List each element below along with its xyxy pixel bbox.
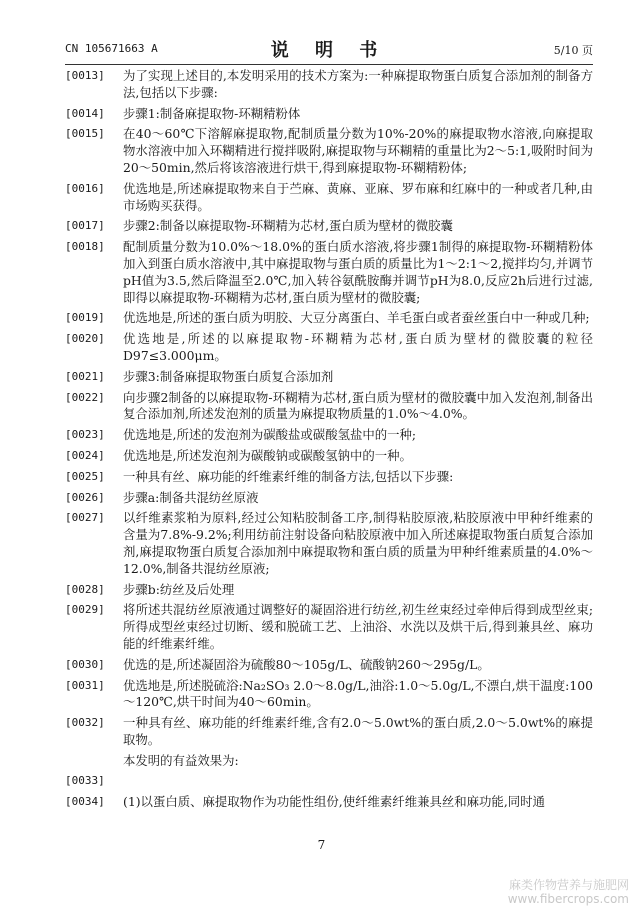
paragraph [65,490,593,507]
paragraph-text: 步骤2:制备以麻提取物-环糊精为芯材,蛋白质为壁材的微胶囊 [123,218,453,234]
paragraph-number: [0032] [65,716,105,730]
paragraph [65,331,593,365]
paragraph-text: (1)以蛋白质、麻提取物作为功能性组份,使纤维素纤维兼具丝和麻功能,同时通 [123,794,545,810]
paragraph-number: [0020] [65,332,105,346]
watermark-url: www.fibercrops.com [507,892,629,906]
page-header [65,34,593,64]
paragraph-text: 配制质量分数为10.0%～18.0%的蛋白质水溶液,将步骤1制得的麻提取物-环糊精粉体加入到蛋白质水溶液中,其中麻提取物与蛋白质的质量比为1～2:1～2,搅拌均匀,并调节pH值为3.5,然后降温至2.0℃,加入转谷氨酰胺酶并调节pH为8.0,反应2h后进行过滤,即得以麻提取物-环糊精为芯材,蛋白质为壁材的微胶囊; [123,239,593,305]
page-number: 7 [317,838,326,852]
paragraph-number: [0024] [65,448,105,462]
paragraph-number: [0018] [65,240,105,254]
watermark [508,878,629,906]
paragraph-number: [0027] [65,511,105,525]
document-body [65,68,593,815]
paragraph-text: 步骤1:制备麻提取物-环糊精粉体 [123,105,301,121]
paragraph-text: 一种具有丝、麻功能的纤维素纤维的制备方法,包括以下步骤: [123,468,454,484]
paragraph-text: 优选地是,所述发泡剂为碳酸钠或碳酸氢钠中的一种。 [123,447,412,463]
paragraph-text: 优选地是,所述麻提取物来自于苎麻、黄麻、亚麻、罗布麻和红麻中的一种或者几种,由市场购买获得。 [123,180,593,213]
paragraph-number: [0026] [65,490,105,504]
paragraph [65,657,593,674]
document-title: 说 明 书 [270,40,388,61]
paragraph-text: 为了实现上述目的,本发明采用的技术方案为:一种麻提取物蛋白质复合添加剂的制备方法,包括以下步骤: [123,68,593,100]
paragraph-number: [0014] [65,106,105,120]
paragraph-text: 一种具有丝、麻功能的纤维素纤维,含有2.0～5.0wt%的蛋白质,2.0～5.0wt%的麻提取物。 [123,715,593,747]
paragraph-number: [0031] [65,678,105,692]
paragraph [65,794,593,811]
paragraph [65,181,593,215]
paragraph-text [123,773,593,790]
paragraph-text: 优选地是,所述的以麻提取物-环糊精为芯材,蛋白质为壁材的微胶囊的粒径D97≤3.000μm。 [123,331,593,363]
paragraph [65,239,593,306]
paragraph [65,106,593,123]
header-divider [65,64,593,65]
paragraph-text: 优选地是,所述的发泡剂为碳酸盐或碳酸氢盐中的一种; [123,427,417,443]
paragraph [65,390,593,424]
paragraph [65,218,593,235]
paragraph [65,126,593,176]
paragraph-number: [0028] [65,582,105,596]
paragraph-number: [0022] [65,390,105,404]
paragraph [65,68,593,102]
paragraph-text: 在40～60℃下溶解麻提取物,配制质量分数为10%-20%的麻提取物水溶液,向麻提取物水溶液中加入环糊精进行搅拌吸附,麻提取物与环糊精的重量比为2～5:1,吸附时间为20～50min,然后将该溶液进行烘干,得到麻提取物-环糊精粉体; [123,126,593,175]
paragraph [65,678,593,712]
paragraph [65,773,593,790]
page-count: 5/10 页 [553,44,593,57]
paragraph-text: 以纤维素浆粕为原料,经过公知粘胶制备工序,制得粘胶原液,粘胶原液中甲种纤维素的含量为7.8%-9.2%;利用纺前注射设备向粘胶原液中加入所述麻提取物蛋白质复合添加剂,麻提取物蛋白质复合添加剂中麻提取物和蛋白质的质量为甲种纤维素质量的4.0%～12.0%,制备共混纺丝原液; [123,510,593,576]
paragraph [65,715,593,749]
paragraph-number: [0023] [65,428,105,442]
paragraph-text: 本发明的有益效果为: [123,752,239,768]
paragraph-number: [0017] [65,219,105,233]
paragraph-number: [0030] [65,657,105,671]
paragraph-number [65,753,123,770]
paragraph [65,310,593,327]
paragraph-number: [0034] [65,795,105,809]
paragraph-text: 将所述共混纺丝原液通过调整好的凝固浴进行纺丝,初生丝束经过牵伸后得到成型丝束;所得成型丝束经过切断、缓和脱硫工艺、上油浴、水洗以及烘干后,得到兼具丝、麻功能的纤维素纤维。 [123,602,593,651]
paragraph-text: 步骤b:纺丝及后处理 [123,581,235,597]
paragraph [65,510,593,577]
paragraph-number: [0016] [65,181,105,195]
paragraph-number: [0029] [65,603,105,617]
paragraph-text: 优选的是,所述凝固浴为硫酸80～105g/L、硫酸钠260～295g/L。 [123,656,490,672]
paragraph [65,369,593,386]
paragraph [65,448,593,465]
paragraph [65,602,593,652]
paragraph-text: 优选地是,所述的蛋白质为明胶、大豆分离蛋白、羊毛蛋白或者蚕丝蛋白中一种或几种; [123,310,590,326]
paragraph-text: 向步骤2制备的以麻提取物-环糊精为芯材,蛋白质为壁材的微胶囊中加入发泡剂,制备出复合添加剂,所述发泡剂的质量为麻提取物质量的1.0%～4.0%。 [123,389,593,422]
paragraph-number: [0013] [65,69,105,82]
paragraph [65,469,593,486]
watermark-site-name: 麻类作物营养与施肥网 [508,878,629,892]
paragraph [65,582,593,599]
paragraph-number: [0019] [65,311,105,325]
paragraph-text: 步骤3:制备麻提取物蛋白质复合添加剂 [123,368,334,384]
paragraph-number: [0021] [65,369,105,383]
paragraph [65,753,593,770]
paragraph-text: 优选地是,所述脱硫浴:Na₂SO₃ 2.0～8.0g/L,油浴:1.0～5.0g/L,不漂白,烘干温度:100～120℃,烘干时间为40～60min。 [123,677,593,710]
paragraph [65,427,593,444]
paragraph-number: [0015] [65,127,105,141]
paragraph-number: [0025] [65,469,105,483]
patent-number: CN 105671663 A [65,42,158,55]
paragraph-number: [0033] [65,774,105,788]
paragraph-text: 步骤a:制备共混纺丝原液 [123,489,259,505]
